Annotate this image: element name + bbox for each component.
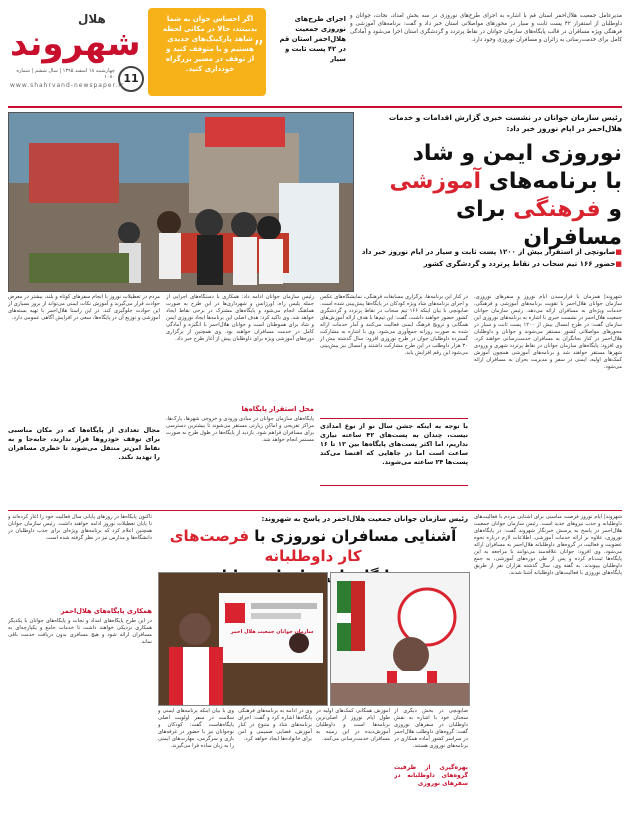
quote-text: اگر احساس جوان به شما بدبینند، حالا در مکانی لحظه شاهد پارکینگ‌های جدیدی هستیم و با متوقف کنید و از توقف در مسیر بزرگراه خودداری کنید. — [162, 15, 258, 73]
masthead — [8, 6, 622, 104]
column-left-body: تاکنون پایگاه‌ها در روزهای پایانی سال فعالیت خود را آغاز کرده‌اند و تا پایان تعطیلات نوروز ادامه خواهند داشت. رئیس سازمان جوانان همچنین اعلام کرد که برنامه‌های ویژه‌ای برای جذب داوطلبان در دانشگاه‌ها و مدارس نیز در نظر گرفته شده است. — [8, 514, 152, 541]
bullet-icon: ■ — [615, 260, 622, 268]
article1-column-3 — [166, 294, 314, 506]
supplement-name: هلال — [78, 12, 106, 26]
column-left-body-b: در این طرح پایگاه‌های امداد و نجات و پایگاه‌های جوانان با یکدیگر همکاری نزدیکی خواهند داشت تا خدمات جامع و یکپارچه‌ای به مسافران ارائه شود و هیچ مسافری بدون دریافت خدمت باقی نماند. — [8, 618, 152, 645]
bottom-column-3: وی در ادامه به برنامه‌های فرهنگی پایگاه‌ها اشاره کرد و گفت: اجرای برنامه‌های شاد و متنوع در کنار آموزش، فضایی صمیمی و امن برای خانواده‌ها ایجاد خواهد کرد. — [238, 708, 312, 742]
column-left-subhead: همکاری پایگاه‌های هلال‌احمر — [60, 607, 152, 615]
article1-bullets — [360, 246, 622, 270]
bullet-teams-text: حضور ۱۶۶ تیم سحاب در نقاط پرتردد و گردشگری کشور — [423, 260, 616, 268]
quote-box — [148, 8, 266, 96]
article1-kicker: رئیس سازمان جوانان در نشست خبری گزارش اقدامات و خدمات هلال‌احمر در ایام نوروز خبر داد: — [388, 113, 622, 133]
headline-highlight-education: آموزشی — [389, 169, 482, 194]
bottom-subhead: بهره‌گیری از ظرفیت گروه‌های داوطلبانه در سفرهای نوروزی — [394, 764, 468, 787]
article1-column-1: شهروند| همزمان با فرارسیدن ایام نوروز و سفرهای نوروزی، سازمان جوانان هلال‌احمر با تقویت برنامه‌های آموزشی و فرهنگی، خدمات ویژه‌ای به مسافران ارائه می‌دهد. رئیس سازمان جوانان جمعیت هلال‌احمر در نشست خبری با اشاره به برنامه‌های نوروزی این سازمان گفت: در طرح امسال بیش از ۱۲۰۰ پست ثابت و سیار در محورهای مواصلاتی کشور مستقر می‌شوند و جوانان و داوطلبان هلال‌احمر در کنار نجاتگران به مسافران خدمت‌رسانی خواهند کرد. وی افزود: پایگاه‌های سازمان جوانان در نقاط پرتردد شهری و ورودی شهرها مستقر خواهند شد و برنامه‌های آموزشی همچون آموزش کمک‌های اولیه، ایمنی در سفر و مدیریت بحران به مسافران ارائه می‌شود. — [474, 294, 622, 370]
column-3-body-b: پایگاه‌های سازمان جوانان در مبادی ورودی و خروجی شهرها، پارک‌ها، مراکز تفریحی و اماکن زیارتی مستقر می‌شوند تا بیشترین دسترسی برای مسافران فراهم شود. بازدید از پایگاه‌ها در طول طرح به صورت مستمر انجام خواهد شد. — [166, 416, 314, 443]
headline-text-b: و — [600, 197, 622, 222]
bullet-posts-text: صابونچی از استقرار بیش از ۱۲۰۰ پست ثابت و سیار در ایام نوروز خبر داد — [361, 248, 616, 256]
article2-column-left — [8, 514, 152, 814]
article2-column-right: شهروند| ایام نوروز فرصت مناسبی برای آشنایی مردم با فعالیت‌های داوطلبانه و جذب نیروهای جدید است. رئیس سازمان جوانان جمعیت هلال‌احمر در پاسخ به پرسش خبرنگار شهروند گفت: در پایگاه‌های نوروزی، علاوه بر ارائه خدمات آموزشی، اطلاعات لازم درباره نحوه عضویت و فعالیت در گروه‌های داوطلبانه هلال‌احمر به مسافران ارائه می‌شود. وی افزود: جوانان علاقه‌مند می‌توانند با مراجعه به این پایگاه‌ها ثبت‌نام کرده و پس از طی دوره‌های آموزشی، به جمع داوطلبان بپیوندند. به گفته وی، سال گذشته هزاران نفر از طریق پایگاه‌های نوروزی با فعالیت‌های داوطلبانه آشنا شدند. — [474, 514, 622, 576]
article2-photo-left — [158, 572, 328, 706]
side-headline: اجرای طرح‌های نوروزی جمعیت هلال‌احمر استان قم در ۴۲ پست ثابت و سیار — [279, 15, 346, 63]
article2-photo-right — [330, 572, 470, 706]
dateline: چهارشنبه ۱۸ اسفند ۱۳۹۵ | سال ششم | شماره ۱۰۸۰ — [16, 68, 115, 80]
article2-kicker: رئیس سازمان جوانان جمعیت هلال‌احمر در پاسخ به شهروند: — [261, 515, 468, 523]
bottom-column-2: آموزش همگانی کمک‌های اولیه در طول ایام نوروز از اصلی‌ترین برنامه‌ها است و داوطلبان آموزش‌دیده در این زمینه به مسافران خدمت‌رسانی می‌کنند. — [316, 708, 390, 742]
article1-photo — [8, 112, 354, 292]
page-number: 11 — [118, 66, 144, 92]
headline-text-a: با برنامه‌های — [481, 169, 622, 194]
speaker-photo — [331, 573, 469, 705]
newspaper-name: شهروند — [10, 24, 141, 64]
bottom-col-1-body: صابونچی در بخش دیگری از سخنان خود با اشاره به نقش داوطلبان در سفرهای نوروزی گفت: گروه‌های داوطلب هلال‌احمر در سراسر کشور آماده همکاری در برنامه‌های نوروزی هستند. — [394, 708, 468, 749]
headline2-text-a: آشنایی مسافران نوروزی با — [249, 527, 457, 545]
top-news-text: مدیرعامل جمعیت هلال‌احمر استان قم با اشاره به اجرای طرح‌های نوروزی در سه بخش امداد، نجات، جوانان و داوطلبان از استقرار ۴۲ پست ثابت و سیار در محورهای مواصلاتی استان خبر داد و گفت: برنامه‌های آموزشی و فرهنگی ویژه مسافران در قالب پایگاه‌های سازمان جوانان در نقاط پرتردد و گردشگری استان اجرا می‌شود و آمادگی کامل برای خدمت‌رسانی به زائران و مسافران نوروزی وجود دارد. — [350, 13, 622, 43]
headline-line3 — [360, 196, 622, 252]
bullet-teams — [360, 258, 622, 270]
article1-headline — [360, 140, 622, 252]
top-news-brief — [350, 12, 622, 98]
headline2-line1 — [158, 526, 468, 566]
headline-line2 — [360, 168, 622, 196]
article1-column-2 — [320, 294, 468, 506]
column-3-subhead: محل استقرار پایگاه‌ها — [241, 405, 314, 413]
volunteers-photo — [9, 113, 353, 291]
headline-highlight-culture: فرهنگی — [513, 197, 601, 222]
photo-logo-text: سازمان جوانان جمعیت هلال احمر — [230, 629, 314, 635]
masthead-divider — [8, 106, 622, 108]
article1-column-4 — [8, 294, 160, 506]
quote-mark-icon: ” — [253, 36, 264, 60]
poster-photo — [159, 573, 327, 705]
bullet-icon: ■ — [615, 248, 622, 256]
article2-bottom-columns — [158, 708, 468, 814]
headline-line1: نوروزی ایمن و شاد — [412, 141, 622, 166]
column-2-body: در کنار این برنامه‌ها، برگزاری مسابقات فرهنگی، نمایشگاه‌های عکس و اجرای برنامه‌های شاد ویژه کودکان در پایگاه‌ها پیش‌بینی شده است. صابونچی با بیان اینکه ۱۶۶ تیم سحاب در نقاط پرتردد و گردشگری کشور حضور خواهند داشت، گفت: این تیم‌ها با هدف ارائه آموزش‌های همگانی و ترویج فرهنگ ایمنی فعالیت می‌کنند و آمار خدمات ارائه شده به صورت روزانه جمع‌آوری می‌شود. وی با اشاره به مشارکت گسترده داوطلبان جوان در طرح نوروزی افزود: سال گذشته بیش از ۳۰ هزار داوطلب در این طرح مشارکت داشتند و امسال نیز پیش‌بینی می‌شود این رقم افزایش یابد. — [320, 294, 468, 356]
bottom-column-1 — [394, 708, 468, 808]
column-4-body: مردم در تعطیلات نوروز با انجام سفرهای کوتاه و بلند، بیشتر در معرض حوادث قرار می‌گیرند و آموزش نکات ایمنی می‌تواند از بروز بسیاری از این حوادث جلوگیری کند. در این راستا هلال‌احمر با تهیه بسته‌های آموزشی و توزیع آن در پایگاه‌ها، سعی در افزایش آگاهی عمومی دارد. — [8, 294, 160, 321]
newspaper-page — [8, 6, 622, 814]
bottom-column-4: وی با بیان اینکه برنامه‌های ایمنی و سلامت در سفر اولویت اصلی پایگاه‌هاست گفت: کودکان و نوجوانان نیز با حضور در غرفه‌های بازی و سرگرمی، مهارت‌های ایمنی را به زبان ساده فرا می‌گیرند. — [158, 708, 234, 749]
bullet-posts — [360, 246, 622, 258]
section-divider — [8, 510, 622, 511]
website: www.shahrvand-newspaper.ir — [10, 82, 125, 89]
column-3-body: رئیس سازمان جوانان ادامه داد: همکاری با دستگاه‌های اجرایی از جمله پلیس راه، اورژانس و شهرداری‌ها در این طرح به صورت هماهنگ انجام می‌شود و پایگاه‌های مشترک در برخی نقاط ایجاد خواهد شد. وی تاکید کرد: هدف اصلی این برنامه‌ها ایجاد نوروزی ایمن و شاد برای هموطنان است و جوانان هلال‌احمر با انگیزه و آمادگی کامل در خدمت مسافران خواهند بود. وی همچنین از برگزاری دوره‌های آموزشی ویژه برای داوطلبان پیش از آغاز طرح خبر داد. — [166, 294, 314, 342]
headline2-highlight: فرصت‌های کار داوطلبانه — [169, 527, 362, 565]
newspaper-logo — [8, 10, 143, 96]
column-2-pullquote: با توجه به اینکه جشن سال نو از نوع امدادی نیست، چندان به پست‌های ۴۲ ساعته نیازی نداریم، اما اکثر پست‌های پایگاه‌ها بین ۱۲ تا ۱۶ ساعت است اما در جاهایی که اقتضا می‌کند پست‌ها ۲۴ ساعته می‌شوند. — [320, 418, 468, 486]
headline-text-c: برای مسافران — [455, 197, 622, 250]
column-4-pullquote: مجال تعدادی از پایگاه‌ها که در مکان مناسبی برای توقف خودروها قرار ندارند، جابه‌جا و به نقاط امن‌تر منتقل می‌شوند تا خطری مسافران را تهدید نکند. — [8, 426, 160, 461]
